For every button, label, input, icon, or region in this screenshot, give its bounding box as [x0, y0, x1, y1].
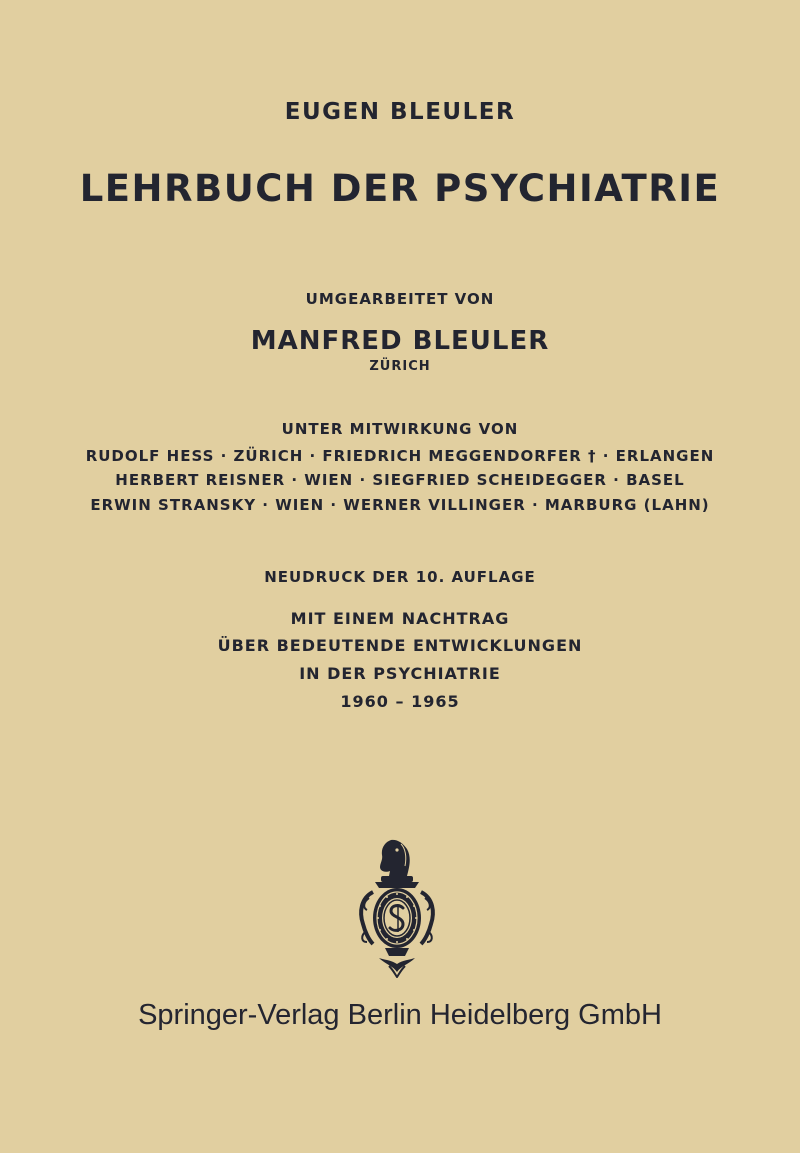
collaboration-label: UNTER MITWIRKUNG VON: [281, 420, 519, 438]
revised-by-label: UMGEARBEITET VON: [305, 290, 495, 308]
author-name: EUGEN BLEULER: [284, 99, 516, 125]
appendix-line: IN DER PSYCHIATRIE: [299, 664, 501, 683]
springer-knight-emblem-icon: [355, 836, 439, 978]
appendix-line: MIT EINEM NACHTRAG: [290, 609, 510, 628]
publisher-name: Springer-Verlag Berlin Heidelberg GmbH: [138, 999, 662, 1031]
appendix-line: ÜBER BEDEUTENDE ENTWICKLUNGEN: [217, 636, 583, 655]
appendix-years: 1960 – 1965: [340, 692, 460, 711]
collaborators-line: RUDOLF HESS · ZÜRICH · FRIEDRICH MEGGENDORFER † · ERLANGEN: [85, 447, 715, 465]
reviser-name: MANFRED BLEULER: [250, 326, 550, 356]
book-title: LEHRBUCH DER PSYCHIATRIE: [79, 167, 721, 210]
collaborators-line: HERBERT REISNER · WIEN · SIEGFRIED SCHEIDEGGER · BASEL: [115, 471, 685, 489]
edition-note: NEUDRUCK DER 10. AUFLAGE: [264, 568, 536, 586]
collaborators-line: ERWIN STRANSKY · WIEN · WERNER VILLINGER · MARBURG (LAHN): [90, 496, 710, 514]
reviser-city: ZÜRICH: [369, 359, 431, 374]
